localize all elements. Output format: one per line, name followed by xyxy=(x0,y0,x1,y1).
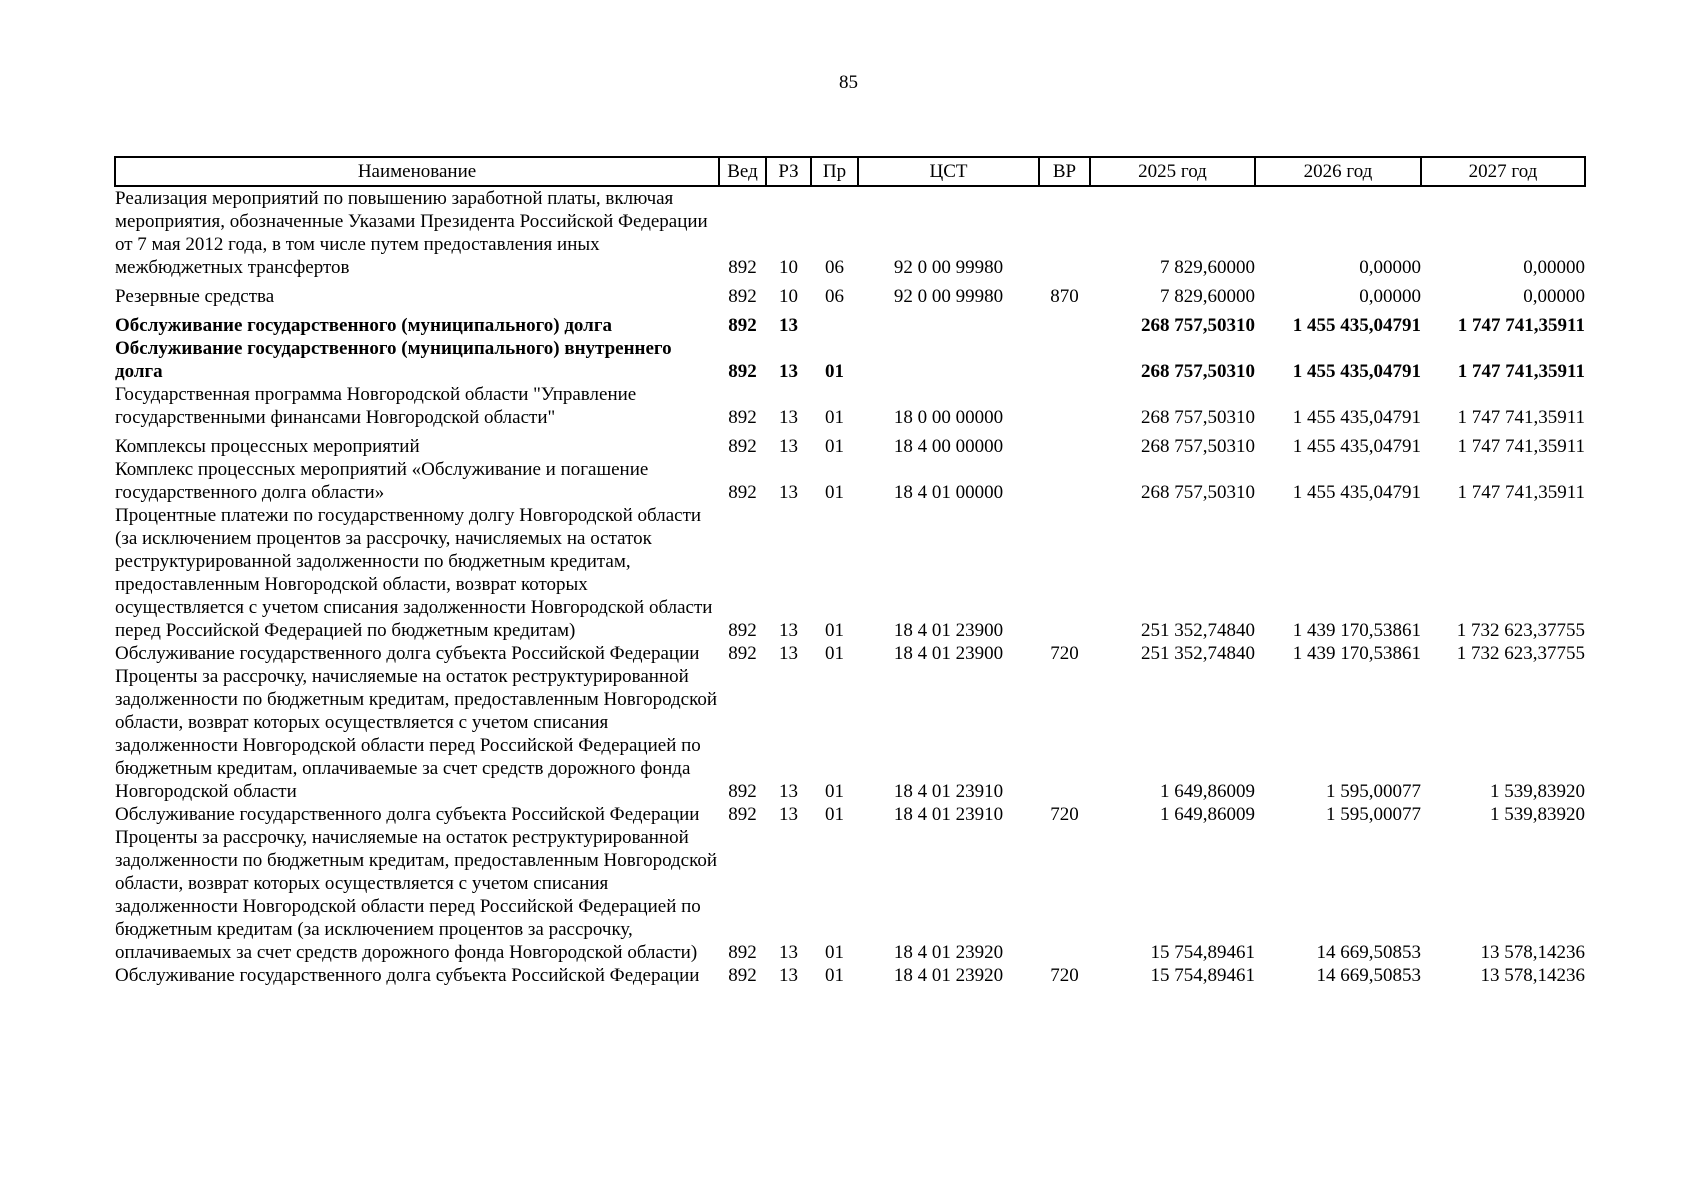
row-ved: 892 xyxy=(728,781,757,802)
row-pr: 01 xyxy=(825,781,844,802)
row-pr: 01 xyxy=(825,436,844,457)
budget-table xyxy=(114,156,1586,987)
row-pr: 01 xyxy=(825,804,844,825)
header-name: Наименование xyxy=(115,157,719,186)
row-2027: 1 732 623,37755 xyxy=(1456,620,1585,641)
header-vr: ВР xyxy=(1039,157,1090,186)
row-2025: 1 649,86009 xyxy=(1160,804,1255,825)
row-cst xyxy=(858,308,1039,337)
page-number: 85 xyxy=(839,72,858,93)
table-row xyxy=(115,803,1585,826)
row-2026: 14 669,50853 xyxy=(1316,942,1421,963)
row-name: Обслуживание государственного долга субъекта Российской Федерации xyxy=(115,643,700,664)
row-2025: 268 757,50310 xyxy=(1141,315,1255,336)
row-ved: 892 xyxy=(728,286,757,307)
row-rz: 13 xyxy=(779,620,798,641)
row-ved: 892 xyxy=(728,643,757,664)
row-pr: 01 xyxy=(825,361,844,382)
row-name: Обслуживание государственного долга субъекта Российской Федерации xyxy=(115,804,700,825)
row-ved: 892 xyxy=(728,942,757,963)
row-ved: 892 xyxy=(728,620,757,641)
row-2025: 251 352,74840 xyxy=(1141,620,1255,641)
row-2027: 1 539,83920 xyxy=(1490,804,1585,825)
row-ved: 892 xyxy=(728,407,757,428)
row-vr xyxy=(1039,826,1090,964)
header-cst: ЦСТ xyxy=(858,157,1039,186)
row-pr: 01 xyxy=(825,942,844,963)
header-pr: Пр xyxy=(811,157,858,186)
row-name: Реализация мероприятий по повышению заработной платы, включая мероприятия, обозначенные Указами Президента Российской Федерации от 7 мая 2012 года, в том числе путем предоставления иных межбюджетных трансфертов xyxy=(115,188,708,278)
row-name: Обслуживание государственного долга субъекта Российской Федерации xyxy=(115,965,700,986)
row-vr: 720 xyxy=(1050,965,1079,986)
row-rz: 13 xyxy=(779,315,798,336)
row-pr: 01 xyxy=(825,643,844,664)
row-vr xyxy=(1039,504,1090,642)
row-2026: 1 595,00077 xyxy=(1326,781,1421,802)
row-2026: 1 439 170,53861 xyxy=(1292,620,1421,641)
row-rz: 13 xyxy=(779,436,798,457)
row-cst xyxy=(858,337,1039,383)
row-cst: 18 4 01 23920 xyxy=(893,942,1004,963)
row-2025: 268 757,50310 xyxy=(1141,482,1255,503)
row-ved: 892 xyxy=(728,361,757,382)
row-2026: 1 595,00077 xyxy=(1326,804,1421,825)
row-name: Резервные средства xyxy=(115,286,275,307)
row-name: Процентные платежи по государственному долгу Новгородской области (за исключением процентов за рассрочку, начисляемых на остаток реструктурированной задолженности по бюджетным кредитам, предоставленным Новгородской области, возврат которых осуществляется с учетом списания задолженности Новгородской области перед Российской Федерацией по бюджетным кредитам) xyxy=(115,505,713,641)
row-2027: 0,00000 xyxy=(1523,286,1585,307)
row-2026: 1 439 170,53861 xyxy=(1292,643,1421,664)
row-name: Проценты за рассрочку, начисляемые на остаток реструктурированной задолженности по бюджетным кредитам, предоставленным Новгородской области, возврат которых осуществляется с учетом списания задолженности Новгородской области перед Российской Федерацией по бюджетным кредитам (за исключением процентов за рассрочку, оплачиваемых за счет средств дорожного фонда Новгородской области) xyxy=(115,827,718,963)
row-2026: 1 455 435,04791 xyxy=(1292,482,1421,503)
row-ved: 892 xyxy=(728,804,757,825)
row-pr: 06 xyxy=(825,286,844,307)
row-vr: 720 xyxy=(1050,643,1079,664)
row-2026: 1 455 435,04791 xyxy=(1292,315,1421,336)
row-rz: 13 xyxy=(779,942,798,963)
row-2025: 251 352,74840 xyxy=(1141,643,1255,664)
table-row xyxy=(115,429,1585,458)
row-ved: 892 xyxy=(728,257,757,278)
table-row xyxy=(115,504,1585,642)
header-2026: 2026 год xyxy=(1255,157,1421,186)
row-name: Комплекс процессных мероприятий «Обслуживание и погашение государственного долга области» xyxy=(115,459,649,503)
row-2027: 1 747 741,35911 xyxy=(1457,407,1585,428)
row-ved: 892 xyxy=(728,436,757,457)
row-2025: 268 757,50310 xyxy=(1141,407,1255,428)
row-2025: 15 754,89461 xyxy=(1150,965,1255,986)
table-row xyxy=(115,458,1585,504)
row-rz: 13 xyxy=(779,361,798,382)
row-rz: 10 xyxy=(779,257,798,278)
row-ved: 892 xyxy=(728,482,757,503)
row-rz: 13 xyxy=(779,965,798,986)
row-vr: 720 xyxy=(1050,804,1079,825)
row-cst: 18 4 01 00000 xyxy=(893,482,1004,503)
row-pr: 01 xyxy=(825,965,844,986)
row-ved: 892 xyxy=(728,965,757,986)
row-pr: 01 xyxy=(825,620,844,641)
table-row xyxy=(115,642,1585,665)
row-ved: 892 xyxy=(728,315,757,336)
header-rz: РЗ xyxy=(766,157,811,186)
row-cst: 18 4 01 23910 xyxy=(893,804,1004,825)
row-2026: 1 455 435,04791 xyxy=(1292,361,1421,382)
row-rz: 13 xyxy=(779,804,798,825)
row-2027: 13 578,14236 xyxy=(1480,965,1585,986)
row-2027: 1 539,83920 xyxy=(1490,781,1585,802)
row-rz: 13 xyxy=(779,482,798,503)
row-name: Обслуживание государственного (муниципального) долга xyxy=(115,315,612,336)
row-rz: 13 xyxy=(779,407,798,428)
row-2026: 0,00000 xyxy=(1359,257,1421,278)
row-cst: 18 0 00 00000 xyxy=(893,407,1004,428)
header-2027: 2027 год xyxy=(1421,157,1585,186)
row-name: Обслуживание государственного (муниципального) внутреннего долга xyxy=(115,338,672,382)
row-2026: 1 455 435,04791 xyxy=(1292,407,1421,428)
row-name: Проценты за рассрочку, начисляемые на остаток реструктурированной задолженности по бюджетным кредитам, предоставленным Новгородской области, возврат которых осуществляется с учетом списания задолженности Новгородской области перед Российской Федерацией по бюджетным кредитам, оплачиваемые за счет средств дорожного фонда Новгородской области xyxy=(115,666,718,802)
row-pr xyxy=(811,308,858,337)
row-vr xyxy=(1039,429,1090,458)
row-rz: 13 xyxy=(779,643,798,664)
table-row xyxy=(115,964,1585,987)
row-vr xyxy=(1039,186,1090,279)
row-cst: 18 4 01 23910 xyxy=(893,781,1004,802)
row-pr: 01 xyxy=(825,407,844,428)
row-2027: 13 578,14236 xyxy=(1480,942,1585,963)
row-name: Комплексы процессных мероприятий xyxy=(115,436,420,457)
row-2025: 1 649,86009 xyxy=(1160,781,1255,802)
row-2027: 1 732 623,37755 xyxy=(1456,643,1585,664)
row-vr xyxy=(1039,665,1090,803)
row-2027: 0,00000 xyxy=(1523,257,1585,278)
row-name: Государственная программа Новгородской области "Управление государственными финансами Новгородской области" xyxy=(115,384,637,428)
row-2025: 7 829,60000 xyxy=(1160,286,1255,307)
row-cst: 18 4 01 23900 xyxy=(893,643,1004,664)
row-2025: 268 757,50310 xyxy=(1141,436,1255,457)
row-2026: 0,00000 xyxy=(1359,286,1421,307)
row-2026: 14 669,50853 xyxy=(1316,965,1421,986)
row-vr xyxy=(1039,337,1090,383)
row-2025: 15 754,89461 xyxy=(1150,942,1255,963)
table-row xyxy=(115,665,1585,803)
row-2027: 1 747 741,35911 xyxy=(1457,436,1585,457)
row-2027: 1 747 741,35911 xyxy=(1457,361,1585,382)
row-2025: 7 829,60000 xyxy=(1160,257,1255,278)
header-2025: 2025 год xyxy=(1090,157,1255,186)
table-row xyxy=(115,186,1585,279)
header-ved: Вед xyxy=(719,157,766,186)
row-cst: 18 4 00 00000 xyxy=(893,436,1004,457)
row-cst: 92 0 00 99980 xyxy=(893,257,1004,278)
row-vr xyxy=(1039,383,1090,429)
row-2027: 1 747 741,35911 xyxy=(1457,315,1585,336)
row-vr: 870 xyxy=(1050,286,1079,307)
table-row xyxy=(115,383,1585,429)
row-rz: 13 xyxy=(779,781,798,802)
table-row xyxy=(115,308,1585,337)
row-2026: 1 455 435,04791 xyxy=(1292,436,1421,457)
row-cst: 92 0 00 99980 xyxy=(893,286,1004,307)
table-row xyxy=(115,337,1585,383)
table-row xyxy=(115,279,1585,308)
row-2027: 1 747 741,35911 xyxy=(1457,482,1585,503)
row-rz: 10 xyxy=(779,286,798,307)
row-2025: 268 757,50310 xyxy=(1141,361,1255,382)
row-pr: 01 xyxy=(825,482,844,503)
row-vr xyxy=(1039,308,1090,337)
table-header-row xyxy=(115,157,1585,186)
row-pr: 06 xyxy=(825,257,844,278)
row-vr xyxy=(1039,458,1090,504)
row-cst: 18 4 01 23900 xyxy=(893,620,1004,641)
table-row xyxy=(115,826,1585,964)
row-cst: 18 4 01 23920 xyxy=(893,965,1004,986)
